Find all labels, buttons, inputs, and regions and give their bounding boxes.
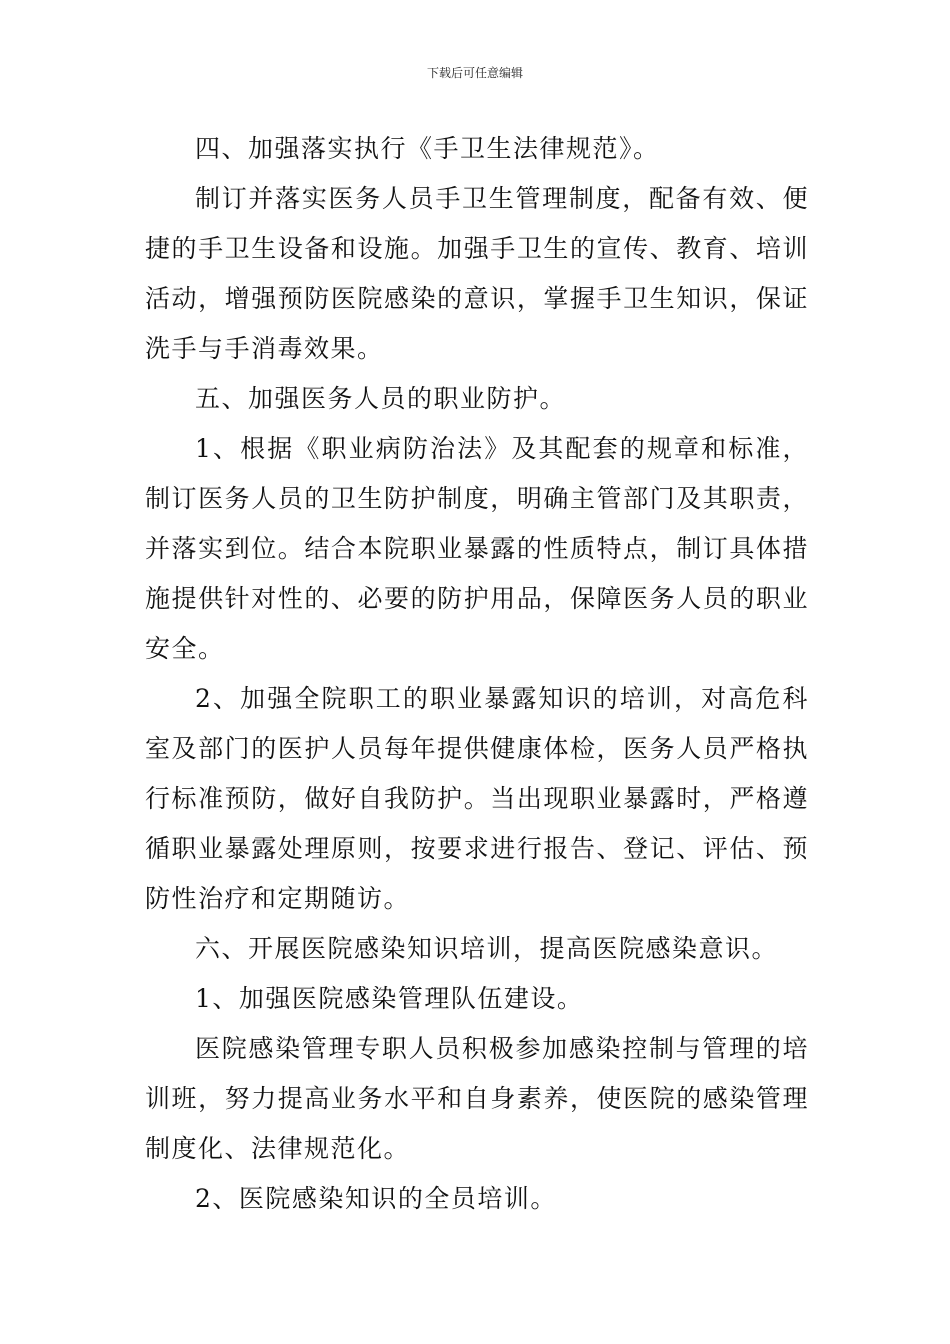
section-heading-5: 五、加强医务人员的职业防护。 <box>195 384 567 413</box>
section-heading-4: 四、加强落实执行《手卫生法律规范》。 <box>195 134 660 163</box>
page-header: 下载后可任意编辑 <box>426 66 523 80</box>
paragraph-hand-hygiene: 制订并落实医务人员手卫生管理制度，配备有效、便捷的手卫生设备和设施。加强手卫生的宣传、教育、培训活动，增强预防医院感染的意识，掌握手卫生知识，保证洗手与手消毒效果。 <box>145 184 809 363</box>
document-body <box>145 124 809 1224</box>
subheading-staff-training: 2、医院感染知识的全员培训。 <box>195 1184 557 1213</box>
paragraph-protection-1: 1、根据《职业病防治法》及其配套的规章和标准，制订医务人员的卫生防护制度，明确主管部门及其职责，并落实到位。结合本院职业暴露的性质特点，制订具体措施提供针对性的、必要的防护用品，保障医务人员的职业安全。 <box>145 434 809 663</box>
paragraph-team-building: 医院感染管理专职人员积极参加感染控制与管理的培训班，努力提高业务水平和自身素养，使医院的感染管理制度化、法律规范化。 <box>145 1034 809 1163</box>
paragraph-protection-2: 2、加强全院职工的职业暴露知识的培训，对高危科室及部门的医护人员每年提供健康体检，医务人员严格执行标准预防，做好自我防护。当出现职业暴露时，严格遵循职业暴露处理原则，按要求进行报告、登记、评估、预防性治疗和定期随访。 <box>145 684 809 913</box>
section-heading-6: 六、开展医院感染知识培训，提高医院感染意识。 <box>195 934 779 963</box>
subheading-team-building: 1、加强医院感染管理队伍建设。 <box>195 984 584 1013</box>
